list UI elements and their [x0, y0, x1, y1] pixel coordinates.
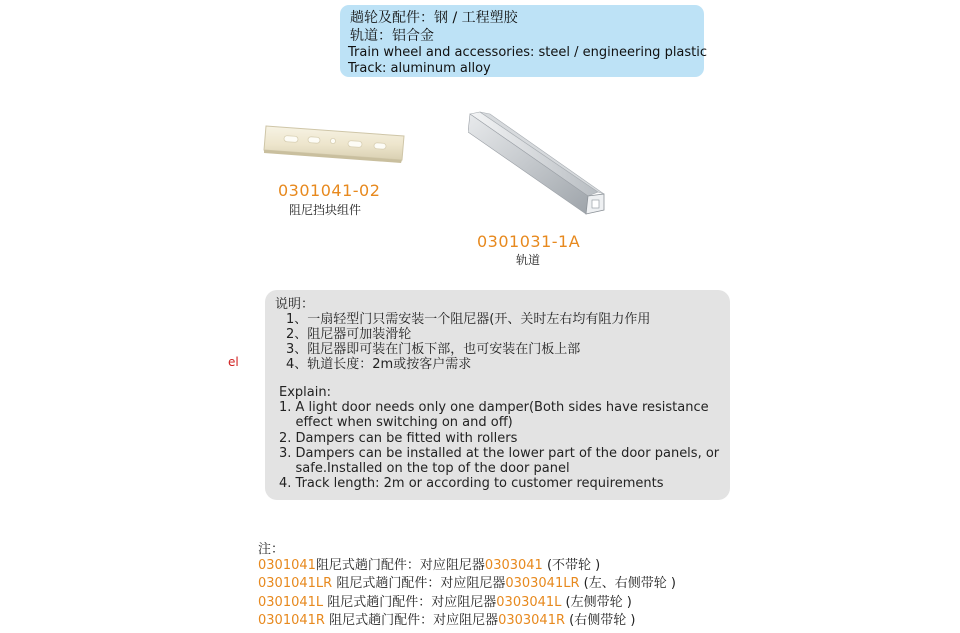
materials-en-line1: Train wheel and accessories: steel / engineering plastic — [348, 45, 708, 60]
notes-en-line: effect when switching on and off) — [279, 415, 513, 430]
damper-block-image — [256, 118, 414, 170]
footer-row — [258, 558, 600, 574]
materials-en-line2: Track: aluminum alloy — [348, 61, 491, 76]
footer-row — [258, 595, 632, 611]
footer-row — [258, 576, 676, 592]
product-code-track: 0301031-1A — [477, 232, 581, 251]
notes-cn-item: 3、阻尼器即可装在门板下部，也可安装在门板上部 — [286, 342, 581, 357]
footer-damper-code: 0303041LR — [505, 576, 580, 591]
footer-damper-code: 0303041R — [498, 613, 566, 628]
footer-part-code: 0301041R — [258, 613, 325, 628]
notes-en-line: 2. Dampers can be fitted with rollers — [279, 431, 518, 446]
footer-note: (左侧带轮 ) — [561, 595, 632, 610]
notes-en-line: 1. A light door needs only one damper(Both sides have resistance — [279, 400, 709, 415]
product-code-damper: 0301041-02 — [278, 181, 381, 200]
footer-title: 注： — [258, 542, 285, 557]
side-mark: el — [228, 355, 239, 369]
footer-part-code: 0301041L — [258, 595, 324, 610]
footer-damper-code: 0303041 — [484, 558, 543, 573]
notes-cn-item: 1、一扇轻型门只需安装一个阻尼器(开、关时左右均有阻力作用 — [286, 312, 651, 327]
footer-note: (不带轮 ) — [542, 558, 601, 573]
footer-desc: 阻尼式趟门配件：对应阻尼器 — [332, 576, 506, 591]
footer-row — [258, 613, 635, 629]
footer-damper-code: 0303041L — [496, 595, 562, 610]
notes-cn-title: 说明： — [275, 297, 315, 312]
product-name-damper: 阻尼挡块组件 — [289, 203, 362, 217]
footer-desc: 阻尼式趟门配件：对应阻尼器 — [315, 558, 485, 573]
materials-box — [340, 5, 708, 77]
materials-cn-line1: 趟轮及配件：钢 / 工程塑胶 — [350, 10, 518, 26]
notes-box — [265, 290, 730, 500]
footer-part-code: 0301041LR — [258, 576, 333, 591]
footer-desc: 阻尼式趟门配件：对应阻尼器 — [323, 595, 497, 610]
footer-note: (左、右侧带轮 ) — [579, 576, 676, 591]
product-name-track: 轨道 — [516, 253, 541, 267]
notes-en-line: 4. Track length: 2m or according to customer requirements — [279, 476, 664, 491]
notes-cn-item: 2、阻尼器可加装滑轮 — [286, 327, 412, 342]
notes-en-title: Explain: — [279, 385, 331, 400]
notes-cn-item: 4、轨道长度：2m或按客户需求 — [286, 357, 472, 372]
footer-note: (右侧带轮 ) — [565, 613, 636, 628]
notes-en-line: 3. Dampers can be installed at the lower part of the door panels, or — [279, 446, 720, 461]
footer-desc: 阻尼式趟门配件：对应阻尼器 — [324, 613, 499, 628]
footer-part-code: 0301041 — [258, 558, 316, 573]
track-image — [468, 110, 608, 230]
materials-cn-line2: 轨道：铝合金 — [350, 28, 434, 44]
notes-en-line: safe.Installed on the top of the door panel — [279, 461, 570, 476]
